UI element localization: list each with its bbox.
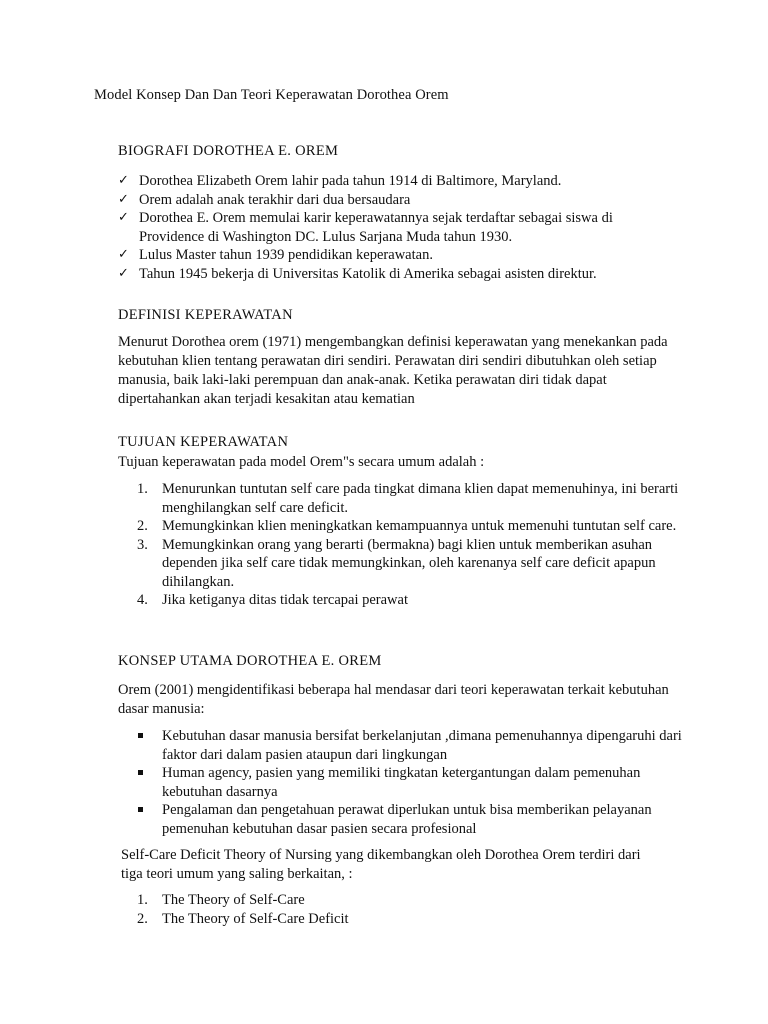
list-item: 4. Jika ketiganya ditas tidak tercapai perawat bbox=[137, 592, 408, 608]
list-item: ✓ Lulus Master tahun 1939 pendidikan keperawatan. bbox=[118, 247, 433, 263]
konsep-intro: Orem (2001) mengidentifikasi beberapa hal mendasar dari teori keperawatan terkait kebutuhan dasar manusia: bbox=[118, 682, 669, 717]
document-title: Model Konsep Dan Dan Teori Keperawatan Dorothea Orem bbox=[94, 87, 449, 103]
list-item: 2. The Theory of Self-Care Deficit bbox=[137, 910, 349, 927]
square-bullet-icon bbox=[138, 733, 143, 738]
checkmark-icon: ✓ bbox=[118, 191, 129, 207]
tujuan-intro: Tujuan keperawatan pada model Orem"s secara umum adalah : bbox=[118, 454, 485, 470]
section-heading-biografi: BIOGRAFI DOROTHEA E. OREM bbox=[118, 143, 339, 159]
section-heading-konsep: KONSEP UTAMA DOROTHEA E. OREM bbox=[118, 653, 382, 669]
selfcare-numbered-list bbox=[118, 891, 688, 928]
biografi-checklist bbox=[118, 172, 678, 283]
list-item: 1. Menurunkan tuntutan self care pada tingkat dimana klien dapat memenuhinya, ini berarti menghilangkan self care deficit. bbox=[137, 481, 679, 516]
square-bullet-icon bbox=[138, 770, 143, 775]
list-item: Kebutuhan dasar manusia bersifat berkelanjutan ,dimana pemenuhannya dipengaruhi dari faktor dari dalam pasien ataupun dari lingkungan bbox=[118, 727, 688, 764]
list-item: Pengalaman dan pengetahuan perawat diperlukan untuk bisa memberikan pelayanan pemenuhan kebutuhan dasar pasien secara profesional bbox=[118, 801, 688, 838]
checkmark-icon: ✓ bbox=[118, 265, 129, 281]
selfcare-intro: Self-Care Deficit Theory of Nursing yang dikembangkan oleh Dorothea Orem terdiri dari tiga teori umum yang saling berkaitan, : bbox=[121, 847, 641, 882]
square-bullet-icon bbox=[138, 807, 143, 812]
checkmark-icon: ✓ bbox=[118, 173, 129, 188]
list-item: ✓ Dorothea Elizabeth Orem lahir pada tahun 1914 di Baltimore, Maryland. bbox=[118, 173, 562, 189]
tujuan-numbered-list bbox=[118, 480, 688, 610]
section-heading-definisi: DEFINISI KEPERAWATAN bbox=[118, 307, 293, 323]
definisi-paragraph: Menurut Dorothea orem (1971) mengembangkan definisi keperawatan yang menekankan pada kebutuhan klien tentang perawatan diri sendiri. Perawatan diri sendiri dibutuhkan oleh setiap manusia, baik laki-laki perempuan dan anak-anak. Ketika perawatan diri tidak dapat dipertahankan akan terjadi kesakitan atau kematian bbox=[118, 334, 668, 407]
list-item: ✓ Tahun 1945 bekerja di Universitas Katolik di Amerika sebagai asisten direktur. bbox=[118, 265, 597, 282]
list-item: 1. The Theory of Self-Care bbox=[137, 892, 305, 908]
list-item: ✓ Orem adalah anak terakhir dari dua bersaudara bbox=[118, 191, 411, 208]
list-item: 3. Memungkinkan orang yang berarti (bermakna) bagi klien untuk memberikan asuhan dependen jika self care tidak memungkinkan, oleh karenanya self care deficit apapun dihilangkan. bbox=[137, 536, 656, 590]
list-item: ✓ Dorothea E. Orem memulai karir keperawatannya sejak terdaftar sebagai siswa di Providence di Washington DC. Lulus Sarjana Muda tahun 1930. bbox=[118, 210, 613, 245]
checkmark-icon: ✓ bbox=[118, 247, 129, 262]
section-heading-tujuan: TUJUAN KEPERAWATAN bbox=[118, 434, 289, 450]
konsep-bullet-list bbox=[118, 727, 688, 838]
list-item: Human agency, pasien yang memiliki tingkatan ketergantungan dalam pemenuhan kebutuhan dasarnya bbox=[118, 764, 688, 801]
checkmark-icon: ✓ bbox=[118, 210, 129, 225]
list-item: 2. Memungkinkan klien meningkatkan kemampuannya untuk memenuhi tuntutan self care. bbox=[137, 518, 677, 534]
